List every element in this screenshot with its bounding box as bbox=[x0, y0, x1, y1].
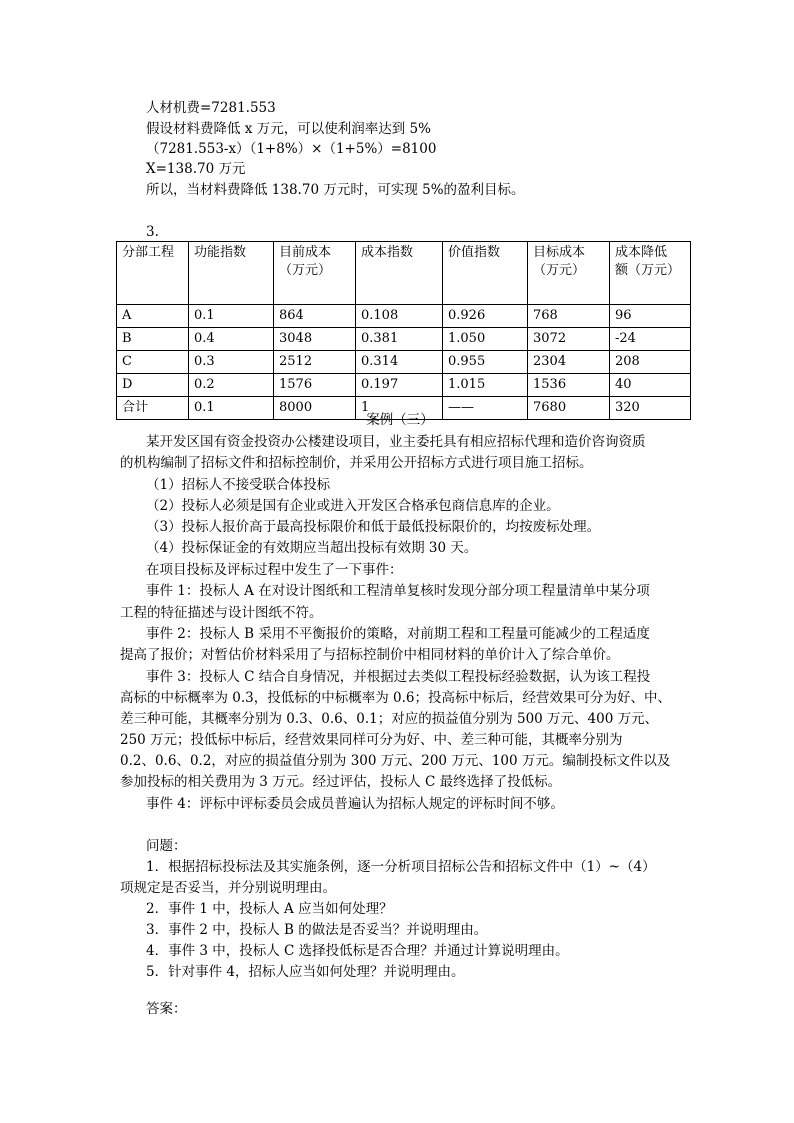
event-3-line: 差三种可能，其概率分别为 0.3、0.6、0.1；对应的损益值分别为 500 万元、400 万元、 bbox=[120, 711, 659, 727]
questions-label: 问题： bbox=[146, 838, 187, 854]
question-1: 1．根据招标投标法及其实施条例，逐一分析项目招标公告和招标文件中（1）~（4） bbox=[146, 859, 656, 875]
case-title: 案例（三） bbox=[366, 412, 434, 428]
table-cell: C bbox=[117, 351, 189, 374]
events-intro: 在项目投标及评标过程中发生了一下事件： bbox=[146, 562, 403, 578]
table-header-cell: 成本指数 bbox=[356, 242, 443, 305]
table-header-cell: 成本降低 额（万元） bbox=[610, 242, 691, 305]
section-3-label: 3. bbox=[146, 224, 159, 240]
table-cell: 7680 bbox=[528, 397, 610, 420]
table-cell: 1.050 bbox=[443, 328, 528, 351]
case-intro-line: 某开发区国有资金投资办公楼建设项目，业主委托具有相应招标代理和造价咨询资质 bbox=[146, 434, 646, 450]
table-cell: D bbox=[117, 374, 189, 397]
table-cell: 1536 bbox=[528, 374, 610, 397]
rule-item: （4）投标保证金的有效期应当超出投标有效期 30 天。 bbox=[146, 540, 478, 556]
table-cell: 40 bbox=[610, 374, 691, 397]
table-cell: —— bbox=[443, 397, 528, 420]
question-5: 5．针对事件 4，招标人应当如何处理？并说明理由。 bbox=[146, 964, 465, 980]
table-cell: 3048 bbox=[274, 328, 356, 351]
table-cell: 0.955 bbox=[443, 351, 528, 374]
table-header-cell: 功能指数 bbox=[189, 242, 274, 305]
answer-label: 答案： bbox=[146, 1001, 187, 1017]
table-cell: 0.2 bbox=[189, 374, 274, 397]
calc-line-assumption: 假设材料费降低 x 万元，可以使利润率达到 5% bbox=[146, 121, 431, 137]
table-cell: 0.3 bbox=[189, 351, 274, 374]
rule-item: （1）招标人不接受联合体投标 bbox=[146, 477, 331, 493]
table-cell: 2304 bbox=[528, 351, 610, 374]
table-row bbox=[117, 351, 691, 374]
calc-line-conclusion: 所以，当材料费降低 138.70 万元时，可实现 5%的盈利目标。 bbox=[146, 182, 525, 198]
calc-line-material-cost: 人材机费=7281.553 bbox=[146, 100, 276, 116]
table-cell: A bbox=[117, 305, 189, 328]
cost-analysis-table bbox=[116, 241, 691, 420]
rule-item: （3）投标人报价高于最高投标限价和低于最低投标限价的，均按废标处理。 bbox=[146, 519, 601, 535]
calc-line-result: X=138.70 万元 bbox=[146, 161, 246, 177]
table-header-row bbox=[117, 242, 691, 305]
table-cell: 3072 bbox=[528, 328, 610, 351]
question-3: 3．事件 2 中，投标人 B 的做法是否妥当？并说明理由。 bbox=[146, 922, 488, 938]
table-cell: 0.1 bbox=[189, 397, 274, 420]
table-cell: 0.926 bbox=[443, 305, 528, 328]
table-cell: 320 bbox=[610, 397, 691, 420]
question-4: 4．事件 3 中，投标人 C 选择投低标是否合理？并通过计算说明理由。 bbox=[146, 943, 569, 959]
table-cell: 0.1 bbox=[189, 305, 274, 328]
table-cell: 8000 bbox=[274, 397, 356, 420]
table-cell: 0.381 bbox=[356, 328, 443, 351]
event-3-line: 事件 3：投标人 C 结合自身情况，并根据过去类似工程投标经验数据，认为该工程投 bbox=[146, 669, 651, 685]
table-cell: -24 bbox=[610, 328, 691, 351]
table-cell: 0.197 bbox=[356, 374, 443, 397]
table-cell: 768 bbox=[528, 305, 610, 328]
event-2-line: 事件 2：投标人 B 采用不平衡报价的策略，对前期工程和工程量可能减少的工程适度 bbox=[146, 626, 650, 642]
case-intro-line: 的机构编制了招标文件和招标控制价，并采用公开招标方式进行项目施工招标。 bbox=[120, 455, 593, 471]
calc-line-equation: （7281.553-x）（1+8%）×（1+5%）=8100 bbox=[146, 141, 437, 157]
question-1-cont: 项规定是否妥当，并分别说明理由。 bbox=[120, 880, 336, 896]
rule-item: （2）投标人必须是国有企业或进入开发区合格承包商信息库的企业。 bbox=[146, 498, 560, 514]
table-cell: 合计 bbox=[117, 397, 189, 420]
table-cell: 0.314 bbox=[356, 351, 443, 374]
event-3-line: 0.2、0.6、0.2，对应的损益值分别为 300 万元、200 万元、100 万元。编制投标文件以及 bbox=[120, 753, 671, 769]
event-1-line: 事件 1：投标人 A 在对设计图纸和工程清单复核时发现分部分项工程量清单中某分项 bbox=[146, 583, 650, 599]
table-row bbox=[117, 305, 691, 328]
table-cell: 0.4 bbox=[189, 328, 274, 351]
table-header-cell: 价值指数 bbox=[443, 242, 528, 305]
table-cell: 1576 bbox=[274, 374, 356, 397]
table-cell: 1 bbox=[356, 397, 443, 420]
event-3-line: 250 万元；投低标中标后，经营效果同样可分为好、中、差三种可能，其概率分别为 bbox=[120, 732, 623, 748]
table-row bbox=[117, 374, 691, 397]
event-3-line: 参加投标的相关费用为 3 万元。经过评估，投标人 C 最终选择了投低标。 bbox=[120, 774, 562, 790]
table-cell: 0.108 bbox=[356, 305, 443, 328]
table-cell: 1.015 bbox=[443, 374, 528, 397]
event-1-line: 工程的特征描述与设计图纸不符。 bbox=[120, 605, 323, 621]
table-cell: 208 bbox=[610, 351, 691, 374]
table-header-cell: 目前成本 （万元） bbox=[274, 242, 356, 305]
question-2: 2．事件 1 中，投标人 A 应当如何处理？ bbox=[146, 901, 393, 917]
table-header-cell: 目标成本 （万元） bbox=[528, 242, 610, 305]
table-row bbox=[117, 328, 691, 351]
event-2-line: 提高了报价；对暂估价材料采用了与招标控制价中相同材料的单价计入了综合单价。 bbox=[120, 647, 620, 663]
event-3-line: 高标的中标概率为 0.3，投低标的中标概率为 0.6；投高标中标后，经营效果可分为好、中、 bbox=[120, 690, 672, 706]
table-cell: 96 bbox=[610, 305, 691, 328]
event-4-line: 事件 4：评标中评标委员会成员普遍认为招标人规定的评标时间不够。 bbox=[146, 796, 564, 812]
table-cell: 2512 bbox=[274, 351, 356, 374]
table-cell: 864 bbox=[274, 305, 356, 328]
table-header-cell: 分部工程 bbox=[117, 242, 189, 305]
table-cell: B bbox=[117, 328, 189, 351]
